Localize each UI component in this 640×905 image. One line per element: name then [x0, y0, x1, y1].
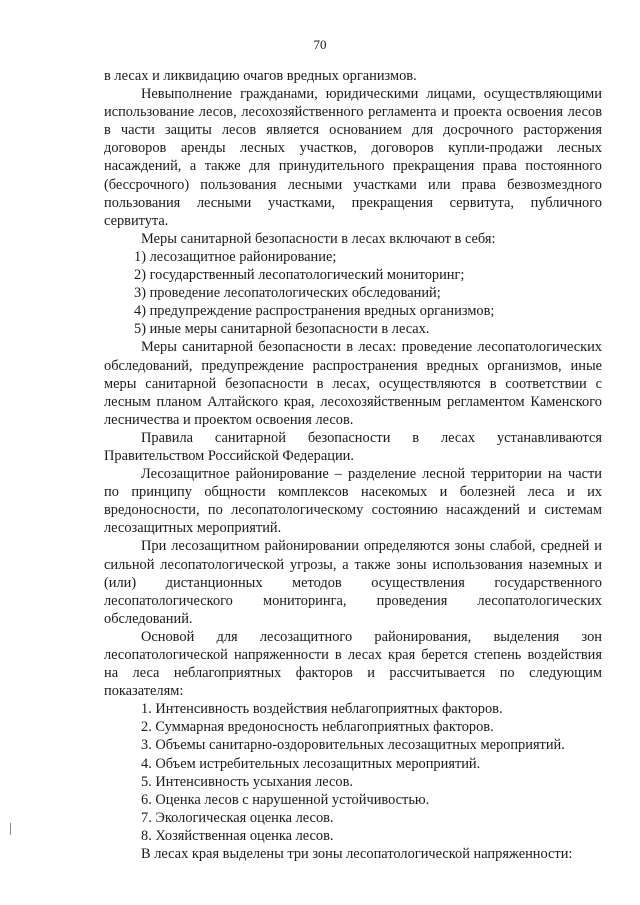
scan-margin-mark	[10, 823, 11, 835]
indicators-list-item: 5. Интенсивность усыхания лесов.	[141, 773, 354, 790]
measures-list-item: 5) иные меры санитарной безопасности в лесах.	[134, 321, 430, 338]
paragraph-measures-intro: Меры санитарной безопасности в лесах включают в себя:	[141, 230, 496, 247]
indicators-list	[104, 700, 602, 845]
measures-list-item: 1) лесозащитное районирование;	[134, 248, 337, 265]
paragraph-continuation: в лесах и ликвидацию очагов вредных организмов.	[104, 68, 417, 84]
indicators-list-item: 8. Хозяйственная оценка лесов.	[141, 827, 334, 844]
paragraph-zoning-zones: При лесозащитном районировании определяются зоны слабой, средней и сильной лесопатологической угрозы, а также зоны использования наземных и (или) дистанционных методов осуществления государственного лесопатологического мониторинга, проведения лесопатологических обследований.	[104, 538, 602, 627]
indicators-list-item: 6. Оценка лесов с нарушенной устойчивостью.	[141, 791, 430, 808]
measures-list-item: 2) государственный лесопатологический мониторинг;	[134, 267, 465, 284]
measures-list-item: 4) предупреждение распространения вредных организмов;	[134, 303, 495, 320]
paragraph-zoning-basis: Основой для лесозащитного районирования, выделения зон лесопатологической напряженности в лесах края берется степень воздействия на леса неблагоприятных факторов и рассчитывается по следующим показателям:	[104, 628, 602, 700]
measures-list	[104, 248, 602, 338]
indicators-list-item: 4. Объем истребительных лесозащитных мероприятий.	[141, 755, 481, 772]
paragraph-zoning-definition: Лесозащитное районирование – разделение лесной территории на части по принципу общности комплексов насекомых и болезней леса и их вредоносности, по лесопатологическому состоянию насаждений и системам лесозащитных мероприятий.	[104, 466, 602, 537]
indicators-list-item: 3. Объемы санитарно-оздоровительных лесозащитных мероприятий.	[141, 737, 565, 754]
page-number: 70	[313, 37, 327, 52]
paragraph-tension-zones: В лесах края выделены три зоны лесопатологической напряженности:	[141, 846, 573, 863]
paragraph-noncompliance: Невыполнение гражданами, юридическими лицами, осуществляющими использование лесов, лесохозяйственного регламента и проекта освоения лесов в части защиты лесов является основанием для досрочного расторжения договоров аренды лесных участков, договоров купли-продажи лесных насаждений, а также для принудительного прекращения права постоянного (бессрочного) пользования лесными участками или права безвозмездного пользования лесными участками, прекращения сервитута, публичного сервитута.	[104, 86, 602, 229]
indicators-list-item: 2. Суммарная вредоносность неблагоприятных факторов.	[141, 719, 494, 736]
indicators-list-item: 1. Интенсивность воздействия неблагоприятных факторов.	[141, 701, 503, 718]
indicators-list-item: 7. Экологическая оценка лесов.	[141, 809, 334, 826]
paragraph-measures-basis: Меры санитарной безопасности в лесах: проведение лесопатологических обследований, предупреждение распространения вредных организмов, иные меры санитарной безопасности в лесах, осуществляются в соответствии с лесным планом Алтайского края, лесохозяйственным регламентом Каменского лесничества и проектом освоения лесов.	[104, 339, 602, 428]
measures-list-item: 3) проведение лесопатологических обследований;	[134, 285, 441, 302]
document-body	[104, 67, 602, 863]
paragraph-rules: Правила санитарной безопасности в лесах устанавливаются Правительством Российской Федерации.	[104, 429, 602, 464]
